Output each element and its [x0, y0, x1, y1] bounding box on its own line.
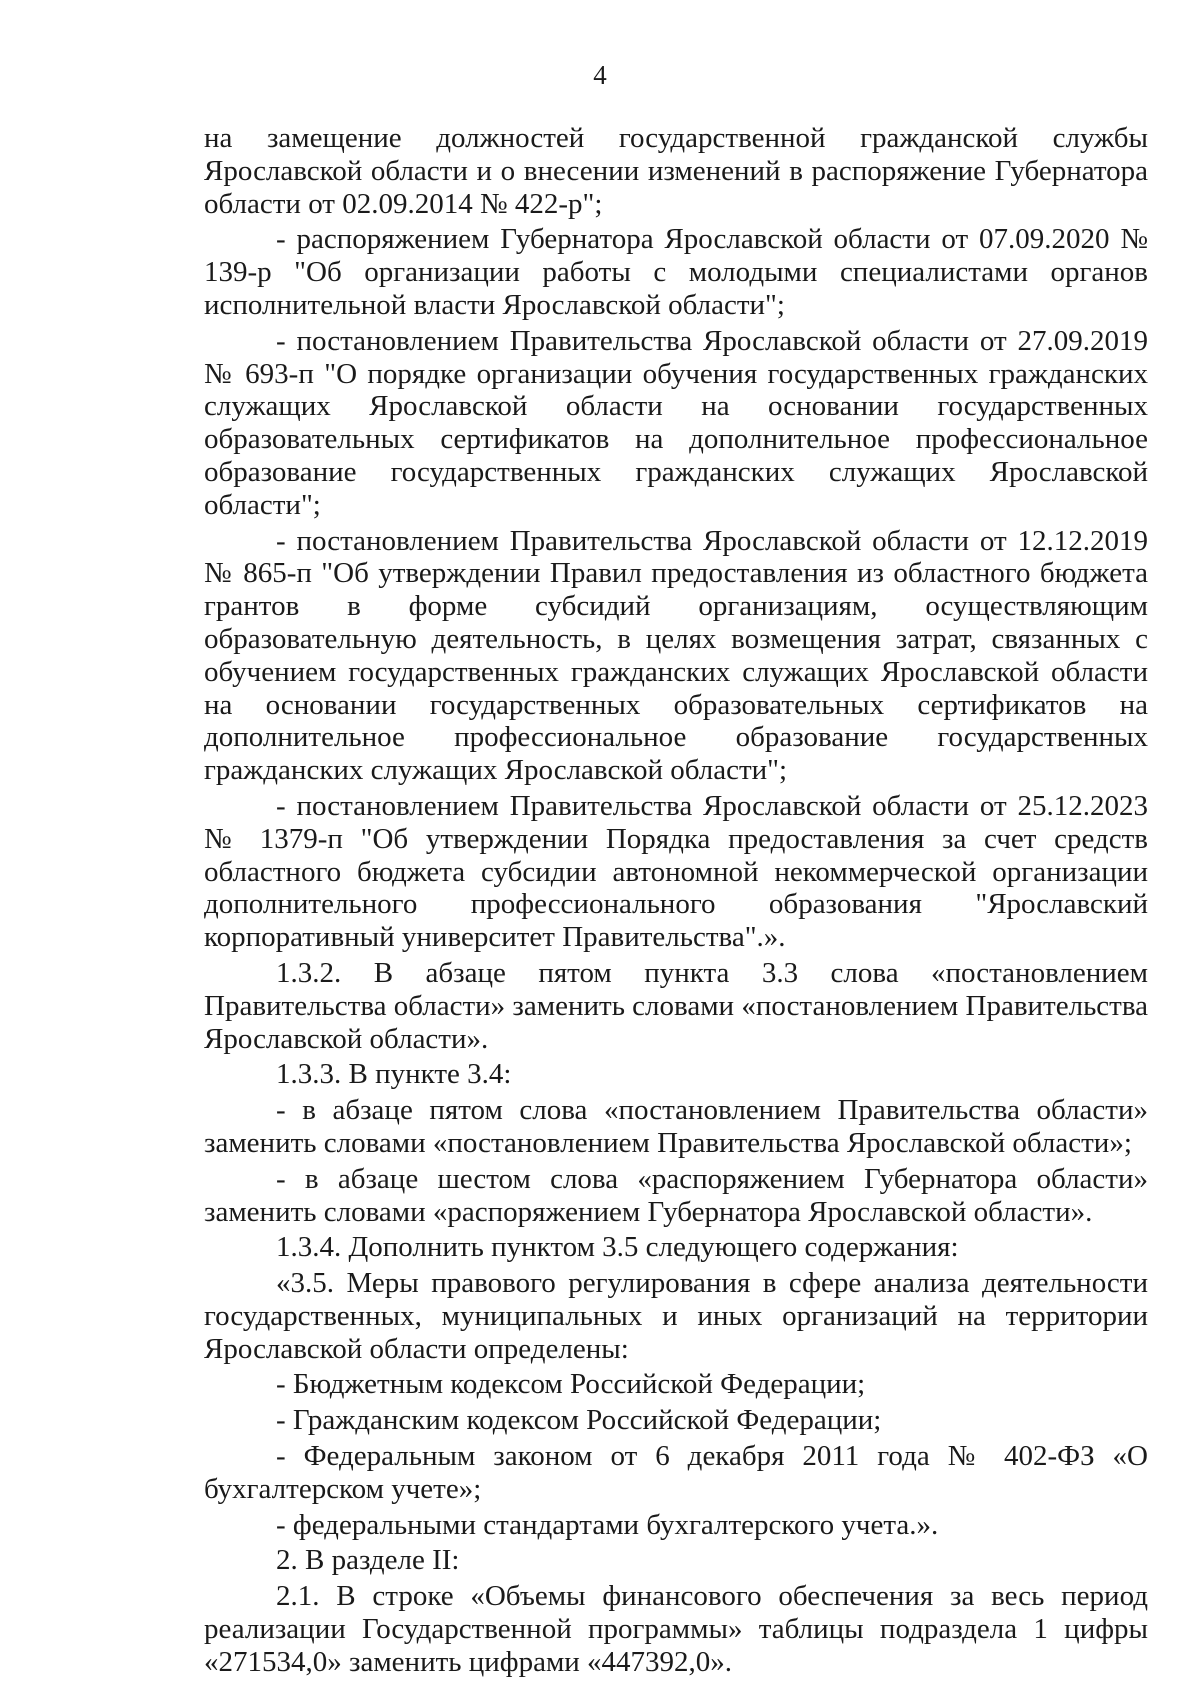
paragraph-resolution-1379: - постановлением Правительства Ярославской области от 25.12.2023 № 1379-п "Об утверждении Порядка предоставления за счет средств областного бюджета субсидии автономной некоммерческой организации дополнительного профессионального образования "Ярославский корпоративный университет Правительства".». — [204, 789, 1148, 954]
paragraph-budget-code: - Бюджетным кодексом Российской Федерации; — [276, 1368, 866, 1401]
paragraph-continuation: на замещение должностей государственной гражданской службы Ярославской области и о внесении изменений в распоряжение Губернатора области от 02.09.2014 № 422-р"; — [204, 122, 1148, 220]
document-body — [204, 122, 1148, 1679]
paragraph-3-5: «3.5. Меры правового регулирования в сфере анализа деятельности государственных, муниципальных и иных организаций на территории Ярославской области определены: — [204, 1267, 1148, 1365]
paragraph-1-3-3-sixth: - в абзаце шестом слова «распоряжением Губернатора области» заменить словами «распоряжением Губернатора Ярославской области». — [204, 1162, 1148, 1228]
paragraph-section-2: 2. В разделе II: — [276, 1544, 460, 1577]
paragraph-resolution-693: - постановлением Правительства Ярославской области от 27.09.2019 № 693-п "О порядке организации обучения государственных гражданских служащих Ярославской области на основании государственных образовательных сертификатов на дополнительное профессиональное образование государственных гражданских служащих Ярославской области"; — [204, 324, 1148, 521]
paragraph-federal-law-402: - Федеральным законом от 6 декабря 2011 года № 402-ФЗ «О бухгалтерском учете»; — [204, 1440, 1148, 1505]
paragraph-civil-code: - Гражданским кодексом Российской Федерации; — [276, 1404, 882, 1437]
page-number: 4 — [593, 60, 607, 90]
paragraph-1-3-3: 1.3.3. В пункте 3.4: — [276, 1058, 512, 1091]
paragraph-2-1: 2.1. В строке «Объемы финансового обеспечения за весь период реализации Государственной программы» таблицы подраздела 1 цифры «271534,0» заменить цифрами «447392,0». — [204, 1580, 1148, 1678]
paragraph-governor-order-139: - распоряжением Губернатора Ярославской области от 07.09.2020 № 139-р "Об организации работы с молодыми специалистами органов исполнительной власти Ярославской области"; — [204, 223, 1148, 321]
paragraph-1-3-3-fifth: - в абзаце пятом слова «постановлением Правительства области» заменить словами «постановлением Правительства Ярославской области»; — [204, 1094, 1148, 1159]
paragraph-resolution-865: - постановлением Правительства Ярославской области от 12.12.2019 № 865-п "Об утверждении Правил предоставления из областного бюджета грантов в форме субсидий организациям, осуществляющим образовательную деятельность, в целях возмещения затрат, связанных с обучением государственных гражданских служащих Ярославской области на основании государственных образовательных сертификатов на дополнительное профессиональное образование государственных гражданских служащих Ярославской области"; — [204, 524, 1148, 787]
paragraph-1-3-2: 1.3.2. В абзаце пятом пункта 3.3 слова «постановлением Правительства области» заменить словами «постановлением Правительства Ярославской области». — [204, 956, 1149, 1055]
paragraph-accounting-standards: - федеральными стандартами бухгалтерского учета.». — [276, 1508, 939, 1541]
paragraph-1-3-4: 1.3.4. Дополнить пунктом 3.5 следующего содержания: — [276, 1231, 959, 1264]
